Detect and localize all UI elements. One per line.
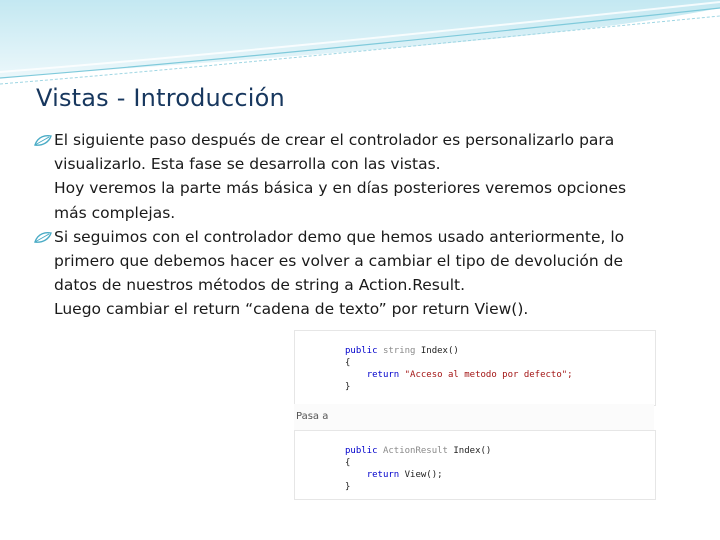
keyword-public: public	[345, 446, 378, 456]
header-swoosh-decoration	[0, 0, 720, 95]
keyword-return: return	[366, 370, 400, 380]
bullet-2-line-4: Luego cambiar el return “cadena de texto” por return View().	[54, 300, 529, 319]
bullet-2-line-1: Si seguimos con el controlador demo que hemos usado anteriormente, lo	[54, 227, 625, 246]
bullet-1-line-4: más complejas.	[54, 203, 176, 222]
code-line-return	[345, 469, 491, 481]
bullet-2-line-3: datos de nuestros métodos de string a Action.Result.	[54, 276, 466, 295]
keyword-public: public	[345, 346, 378, 356]
code-line-open-brace: {	[345, 458, 351, 468]
type-actionresult: ActionResult	[382, 446, 448, 456]
keyword-return: return	[366, 470, 400, 480]
code-line-return	[345, 369, 573, 381]
leaf-bullet-icon	[34, 231, 52, 244]
code-line-close-brace: }	[345, 382, 351, 392]
string-literal: "Acceso al metodo por defecto";	[404, 370, 573, 380]
code-line-signature	[345, 445, 491, 457]
method-signature: Index()	[420, 346, 459, 356]
code-snippet-after	[294, 430, 656, 500]
code-line-signature	[345, 345, 573, 357]
separator-label	[294, 404, 654, 430]
bullet-1-line-1: El siguiente paso después de crear el controlador es personalizarlo para	[54, 131, 615, 149]
code-snippet-before	[294, 330, 656, 406]
bullet-item-1	[34, 128, 674, 225]
code-line-open-brace: {	[345, 358, 351, 368]
method-signature: Index()	[453, 446, 492, 456]
return-value: View();	[404, 470, 443, 480]
bullet-item-2	[34, 225, 674, 322]
bullet-1-line-2: visualizarlo. Esta fase se desarrolla con las vistas.	[54, 155, 441, 174]
type-string: string	[382, 346, 416, 356]
bullet-2-line-2: primero que debemos hacer es volver a cambiar el tipo de devolución de	[54, 252, 624, 271]
bullet-1-line-3: Hoy veremos la parte más básica y en días posteriores veremos opciones	[54, 179, 627, 198]
leaf-bullet-icon	[34, 134, 52, 147]
separator-label-text: Pasa a	[296, 411, 329, 422]
slide-body	[34, 128, 674, 322]
slide-title: Vistas - Introducción	[36, 84, 285, 112]
code-line-close-brace: }	[345, 482, 351, 492]
